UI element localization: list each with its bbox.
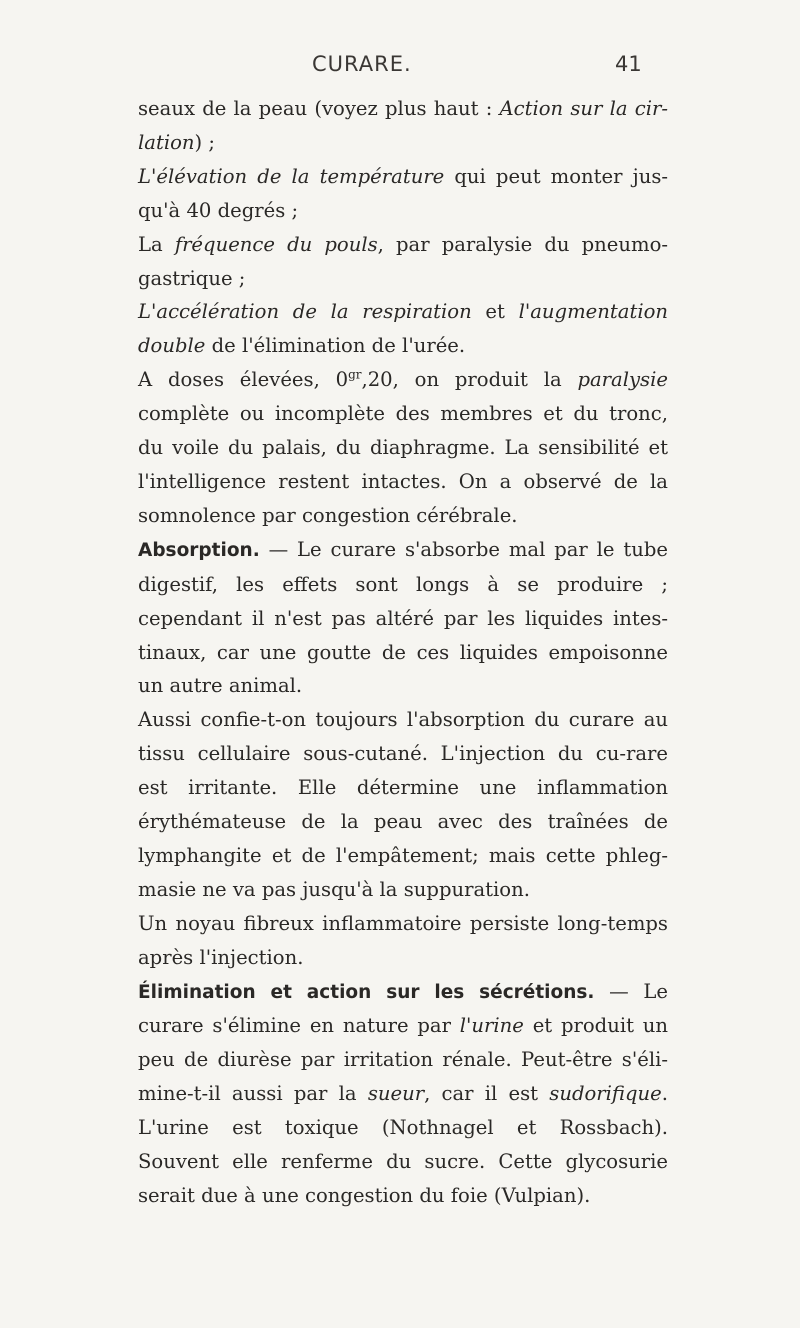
- running-title: CURARE.: [312, 52, 412, 76]
- italic-run: Action sur la cir-lation: [138, 97, 668, 154]
- section-heading-elimination: Élimination et action sur les sécrétions.: [138, 981, 595, 1003]
- section-heading-absorption: Absorption.: [138, 539, 260, 561]
- italic-run: sudorifique: [549, 1082, 662, 1106]
- italic-run: fréquence du pouls: [174, 232, 378, 256]
- text-run: seaux de la peau (voyez plus haut :: [138, 97, 500, 120]
- text-run: , par paralysie du pneumo-gastrique ;: [138, 232, 669, 290]
- text-run: . L'urine est toxique (Nothnagel et Rossbach). Souvent elle renferme du sucre. Cette glycosurie serait due à une congestion du foie (Vulpian).: [138, 1082, 668, 1207]
- text-run: A doses élevées, 0: [138, 368, 349, 392]
- italic-run: L'accélération de la respiration: [138, 300, 472, 324]
- italic-run: l'augmentation double: [138, 300, 668, 358]
- text-run: de l'élimination de l'urée.: [205, 334, 466, 358]
- body-text: [138, 92, 668, 1213]
- italic-run: l'urine: [459, 1014, 524, 1038]
- paragraph-4: [138, 295, 668, 363]
- paragraph-9: [138, 975, 668, 1213]
- paragraph-8: [138, 907, 668, 975]
- paragraph-7: [138, 703, 668, 906]
- text-run: , car il est: [424, 1082, 550, 1106]
- text-run: Un noyau fibreux inflammatoire persiste long-temps après l'injection.: [138, 911, 668, 969]
- paragraph-2: [138, 160, 668, 228]
- italic-run: L'élévation de la température: [138, 164, 445, 188]
- paragraph-5: [138, 363, 668, 533]
- text-run: Aussi confie-t-on toujours l'absorption du curare au tissu cellulaire sous-cutané. L'injection du cu-rare est irritante. Elle détermine une inflammation érythémateuse de la peau avec des traînées de lymphangite et de l'empâtement; mais cette phleg-masie ne va pas jusqu'à la suppuration.: [138, 708, 668, 901]
- text-run: La: [138, 232, 175, 256]
- text-run: — Le curare s'élimine en nature par: [138, 979, 668, 1038]
- paragraph-6: [138, 533, 668, 704]
- text-run: ) ;: [194, 130, 215, 154]
- text-run: qui peut monter jus-qu'à 40 degrés ;: [138, 164, 668, 222]
- unit-superscript: gr: [348, 367, 362, 382]
- running-head: [0, 52, 800, 82]
- italic-run: sueur: [367, 1082, 425, 1106]
- text-run: ,20, on produit la: [361, 368, 578, 392]
- paragraph-1: [138, 92, 668, 160]
- page-number: 41: [615, 52, 642, 76]
- text-run: et: [471, 300, 519, 324]
- paragraph-3: [138, 228, 668, 296]
- text-run: complète ou incomplète des membres et du tronc, du voile du palais, du diaphragme. La sensibilité et l'intelligence restent intactes. On a observé de la somnolence par congestion cérébrale.: [138, 402, 668, 527]
- italic-run: paralysie: [577, 368, 668, 392]
- text-run: — Le curare s'absorbe mal par le tube digestif, les effets sont longs à se produire ; cependant il n'est pas altéré par les liquides intes-tinaux, car une goutte de ces liquides empoisonne un autre animal.: [138, 537, 668, 698]
- text-run: et produit un peu de diurèse par irritation rénale. Peut-être s'éli-mine-t-il aussi par la: [138, 1014, 669, 1106]
